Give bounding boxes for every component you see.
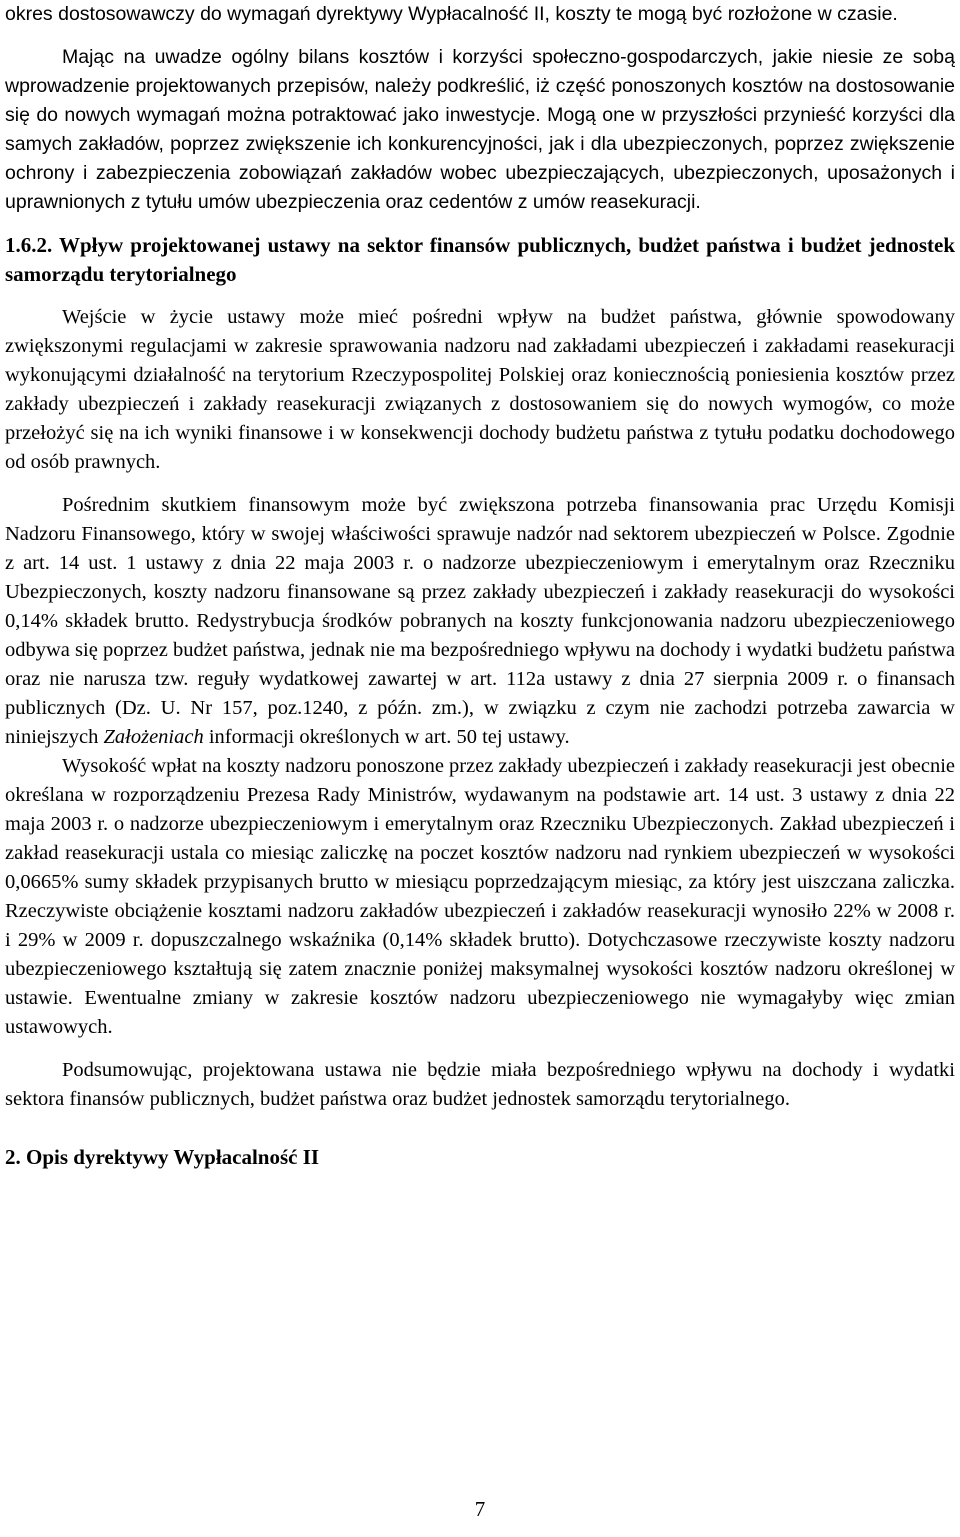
serif-section bbox=[5, 303, 955, 1114]
section-heading-2: 2. Opis dyrektywy Wypłacalność II bbox=[5, 1145, 320, 1169]
paragraph-knf-text-b: informacji określonych w art. 50 tej ustawy. bbox=[203, 726, 570, 748]
paragraph-cost-benefit: Mając na uwadze ogólny bilans kosztów i korzyści społeczno-gospodarczych, jakie niesie ze sobą wprowadzenie projektowanych przepisów, należy podkreślić, iż część ponoszonych kosztów na dostosowanie się do nowych wymagań można potraktować jako inwestycje. Mogą one w przyszłości przynieść korzyści dla samych zakładów, poprzez zwiększenie ich konkurencyjności, jak i dla ubezpieczonych, poprzez zwiększenie ochrony i zabezpieczenia zobowiązań zakładów wobec ubezpieczających, ubezpieczonych, uposażonych i uprawnionych z tytułu umów ubezpieczenia oraz cedentów z umów reasekuracji. bbox=[5, 46, 955, 213]
paragraph-knf-text-a: Pośrednim skutkiem finansowym może być zwiększona potrzeba finansowania prac Urzędu Komisji Nadzoru Finansowego, który w swojej właściwości sprawuje nadzór nad sektorem ubezpieczeń w Polsce. Zgodnie z art. 14 ust. 1 ustawy z dnia 22 maja 2003 r. o nadzorze ubezpieczeniowym i emerytalnym oraz Rzeczniku Ubezpieczonych, koszty nadzoru finansowane są przez zakłady ubezpieczeń i zakłady reasekuracji do wysokości 0,14% składek brutto. Redystrybucja środków pobranych na koszty funkcjonowania nadzoru ubezpieczeniowego odbywa się poprzez budżet państwa, jednak nie ma bezpośredniego wpływu na dochody i wydatki budżetu państwa oraz nie narusza tzw. reguły wydatkowej zawartej w art. 112a ustawy z dnia 27 sierpnia 2009 r. o finansach publicznych (Dz. U. Nr 157, poz.1240, z późn. zm.), w związku z czym nie zachodzi potrzeba zawarcia w niniejszych bbox=[5, 494, 955, 748]
paragraph-supervision-fees: Wysokość wpłat na koszty nadzoru ponoszone przez zakłady ubezpieczeń i zakłady reasekuracji jest obecnie określana w rozporządzeniu Prezesa Rady Ministrów, wydawanym na podstawie art. 14 ust. 3 ustawy z dnia 22 maja 2003 r. o nadzorze ubezpieczeniowym i emerytalnym oraz Rzeczniku Ubezpieczonych. Zakład ubezpieczeń i zakład reasekuracji ustala co miesiąc zaliczkę na poczet kosztów nadzoru nad rynkiem ubezpieczeń w wysokości 0,0665% sumy składek przypisanych brutto w miesiącu poprzedzającym miesiąc, za który jest uiszczana zaliczka. Rzeczywiste obciążenie kosztami nadzoru zakładów ubezpieczeń i zakładów reasekuracji wynosiło 22% w 2008 r. i 29% w 2009 r. dopuszczalnego wskaźnika (0,14% składek brutto). Dotychczasowe rzeczywiste koszty nadzoru ubezpieczeniowego kształtują się zatem znacznie poniżej maksymalnej wysokości kosztów nadzoru określonej w ustawie. Ewentualne zmiany w zakresie kosztów nadzoru ubezpieczeniowego nie wymagałyby więc zmian ustawowych. bbox=[5, 755, 955, 1038]
paragraph-knf-italic: Założeniach bbox=[103, 726, 204, 748]
paragraph-knf-financing bbox=[5, 491, 955, 752]
paragraph-solvency-period: okres dostosowawczy do wymagań dyrektywy Wypłacalność II, koszty te mogą być rozłożone w czasie. bbox=[5, 3, 898, 25]
section-heading-1-6-2: 1.6.2. Wpływ projektowanej ustawy na sektor finansów publicznych, budżet państwa i budżet jednostek samorządu terytorialnego bbox=[5, 233, 955, 286]
page-number: 7 bbox=[474, 1497, 486, 1521]
paragraph-summary: Podsumowując, projektowana ustawa nie będzie miała bezpośredniego wpływu na dochody i wydatki sektora finansów publicznych, budżet państwa oraz budżet jednostek samorządu terytorialnego. bbox=[5, 1059, 955, 1110]
document-page bbox=[5, 0, 955, 1172]
paragraph-budget-impact: Wejście w życie ustawy może mieć pośredni wpływ na budżet państwa, głównie spowodowany zwiększonymi regulacjami w zakresie sprawowania nadzoru nad zakładami ubezpieczeń i zakładami reasekuracji wykonującymi działalność na terytorium Rzeczypospolitej Polskiej oraz koniecznością poniesienia kosztów przez zakłady ubezpieczeń i zakłady reasekuracji związanych z dostosowaniem się do nowych wymogów, co może przełożyć się na ich wyniki finansowe i w konsekwencji dochody budżetu państwa z tytułu podatku dochodowego od osób prawnych. bbox=[5, 306, 955, 473]
sans-section bbox=[5, 0, 955, 217]
